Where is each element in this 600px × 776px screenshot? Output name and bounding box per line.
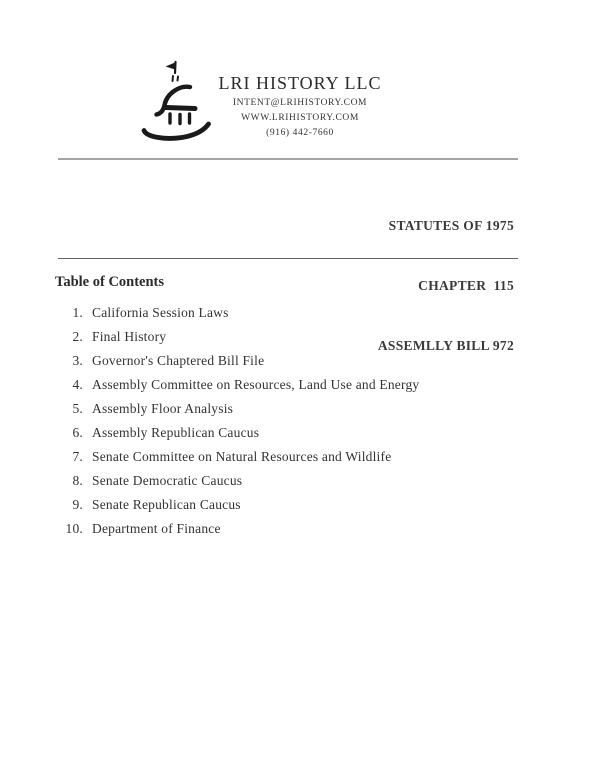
statutes-line: STATUTES OF 1975 [388, 218, 514, 233]
toc-item-label: Assembly Republican Caucus [92, 425, 260, 440]
toc-item [55, 330, 535, 344]
toc-item-number: 6. [72, 425, 83, 440]
toc-item-label: Senate Republican Caucus [92, 497, 241, 512]
divider-bottom [58, 258, 518, 259]
toc-item-number: 5. [72, 401, 83, 416]
toc-item-label: Senate Committee on Natural Resources and Wildlife [92, 449, 392, 464]
toc-item [55, 474, 535, 488]
toc-item-number: 10. [65, 521, 83, 536]
toc-item [55, 306, 535, 320]
letterhead [0, 74, 600, 144]
toc-item [55, 402, 535, 416]
toc-item-number: 1. [72, 305, 83, 320]
toc-item-label: Assembly Floor Analysis [92, 401, 234, 416]
toc-list [55, 306, 535, 546]
toc-item-label: Assembly Committee on Resources, Land Use and Energy [92, 377, 420, 392]
toc-item [55, 426, 535, 440]
toc-item [55, 522, 535, 536]
toc-item-number: 3. [72, 353, 83, 368]
toc-item [55, 450, 535, 464]
toc-item-number: 8. [72, 473, 83, 488]
toc-item-number: 2. [72, 329, 83, 344]
assembly-bill-line: ASSEMLLY BILL 972 [377, 338, 514, 353]
toc-item-label: Senate Democratic Caucus [92, 473, 243, 488]
toc-title: Table of Contents [55, 274, 165, 290]
divider-top [58, 158, 518, 160]
company-email: INTENT@LRIHISTORY.COM [232, 98, 368, 108]
company-name: LRI HISTORY LLC [218, 73, 382, 93]
company-website: WWW.LRIHISTORY.COM [241, 113, 359, 123]
chapter-line: CHAPTER 115 [418, 278, 514, 293]
toc-item-label: Governor's Chaptered Bill File [92, 353, 265, 368]
toc-item-label: California Session Laws [92, 305, 229, 320]
toc-item-number: 4. [72, 377, 83, 392]
toc-item-number: 7. [72, 449, 83, 464]
toc-item [55, 354, 535, 368]
toc-item-number: 9. [72, 497, 83, 512]
toc-item-label: Final History [92, 329, 167, 344]
toc-item [55, 498, 535, 512]
toc-item-label: Department of Finance [92, 521, 221, 536]
toc-item [55, 378, 535, 392]
company-phone: (916) 442-7660 [266, 128, 334, 138]
